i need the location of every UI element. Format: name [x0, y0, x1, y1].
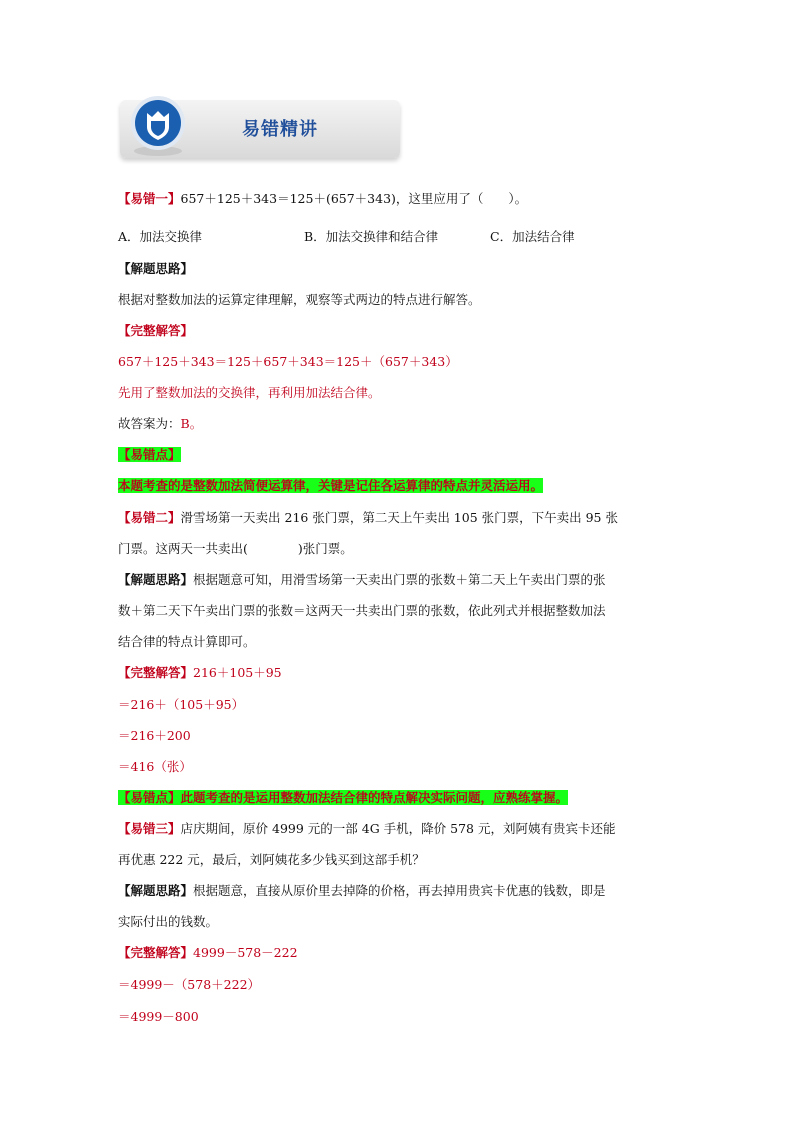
q2-thinking-line-1: [118, 571, 606, 589]
q1-point-label: 【易错点】: [118, 447, 181, 462]
q3-stem-line-1: [118, 820, 615, 838]
q3-stem-1: 店庆期间，原价 4999 元的一部 4G 手机，降价 578 元，刘阿姨有贵宾卡还能: [180, 821, 616, 836]
q1-point-line: [118, 446, 181, 464]
q1-answer-2: 先用了整数加法的交换律，再利用加法结合律。: [118, 385, 381, 400]
q2-stem-line-1: [118, 509, 618, 527]
q2-tag: 【易错二】: [118, 510, 181, 525]
q2-step-4: ＝416（张）: [118, 759, 192, 774]
q1-answer-3-value: B。: [180, 416, 203, 431]
q3-step-2: ＝4999－（578＋222）: [118, 977, 261, 992]
q3-step-3: ＝4999－800: [118, 1009, 199, 1024]
q1-answer-label: 【完整解答】: [118, 323, 194, 338]
q3-thinking-label: 【解题思路】: [118, 883, 194, 898]
q2-thinking-label: 【解题思路】: [118, 572, 194, 587]
q2-stem-2: 门票。这两天一共卖出( )张门票。: [118, 541, 353, 556]
q3-thinking-1: 根据题意，直接从原价里去掉降的价格，再去掉用贵宾卡优惠的钱数，即是: [193, 883, 606, 898]
q1-option-b: B．加法交换律和结合律: [304, 229, 439, 244]
q3-thinking-2: 实际付出的钱数。: [118, 914, 219, 929]
q2-answer-line-1: [118, 664, 282, 682]
q2-point: 此题考查的是运用整数加法结合律的特点解决实际问题，应熟练掌握。: [180, 790, 569, 805]
shield-icon: [128, 95, 188, 157]
q3-tag: 【易错三】: [118, 821, 181, 836]
q1-answer-3: [118, 415, 202, 433]
q1-point-text-line: [118, 477, 543, 495]
q2-thinking-2: 数＋第二天下午卖出门票的张数＝这两天一共卖出门票的张数，依此列式并根据整数加法: [118, 603, 606, 618]
q1-option-a: A．加法交换律: [118, 229, 203, 244]
q2-step-2: ＝216＋（105＋95）: [118, 697, 245, 712]
q2-thinking-1: 根据题意可知，用滑雪场第一天卖出门票的张数＋第二天上午卖出门票的张: [193, 572, 606, 587]
q2-step-1: 216＋105＋95: [193, 665, 282, 680]
q2-point-block: [118, 790, 568, 805]
q1-stem: 657＋125＋343＝125＋(657＋343)，这里应用了（ ）。: [180, 191, 528, 206]
q1-point: 本题考查的是整数加法简便运算律，关键是记住各运算律的特点并灵活运用。: [118, 478, 544, 493]
q3-step-1: 4999－578－222: [193, 945, 298, 960]
q2-point-line: [118, 789, 568, 807]
q2-point-label: 【易错点】: [118, 790, 181, 805]
q1-stem-line: [118, 190, 527, 208]
q3-answer-line-1: [118, 944, 298, 962]
q1-option-c: C．加法结合律: [490, 229, 575, 244]
q2-thinking-3: 结合律的特点计算即可。: [118, 634, 256, 649]
q1-thinking-label: 【解题思路】: [118, 261, 194, 276]
q2-stem-1: 滑雪场第一天卖出 216 张门票，第二天上午卖出 105 张门票，下午卖出 95 张: [180, 510, 618, 525]
q1-options: [118, 228, 575, 246]
q1-answer-3-prefix: 故答案为：: [118, 416, 181, 431]
q1-thinking: 根据对整数加法的运算定律理解，观察等式两边的特点进行解答。: [118, 292, 481, 307]
q3-answer-label: 【完整解答】: [118, 945, 194, 960]
banner-title: 易错精讲: [242, 119, 318, 140]
q2-step-3: ＝216＋200: [118, 728, 191, 743]
q1-answer-1: 657＋125＋343＝125＋657＋343＝125＋（657＋343）: [118, 354, 458, 369]
q1-tag: 【易错一】: [118, 191, 181, 206]
q3-stem-2: 再优惠 222 元，最后，刘阿姨花多少钱买到这部手机？: [118, 852, 425, 867]
q2-answer-label: 【完整解答】: [118, 665, 194, 680]
q3-thinking-line-1: [118, 882, 606, 900]
